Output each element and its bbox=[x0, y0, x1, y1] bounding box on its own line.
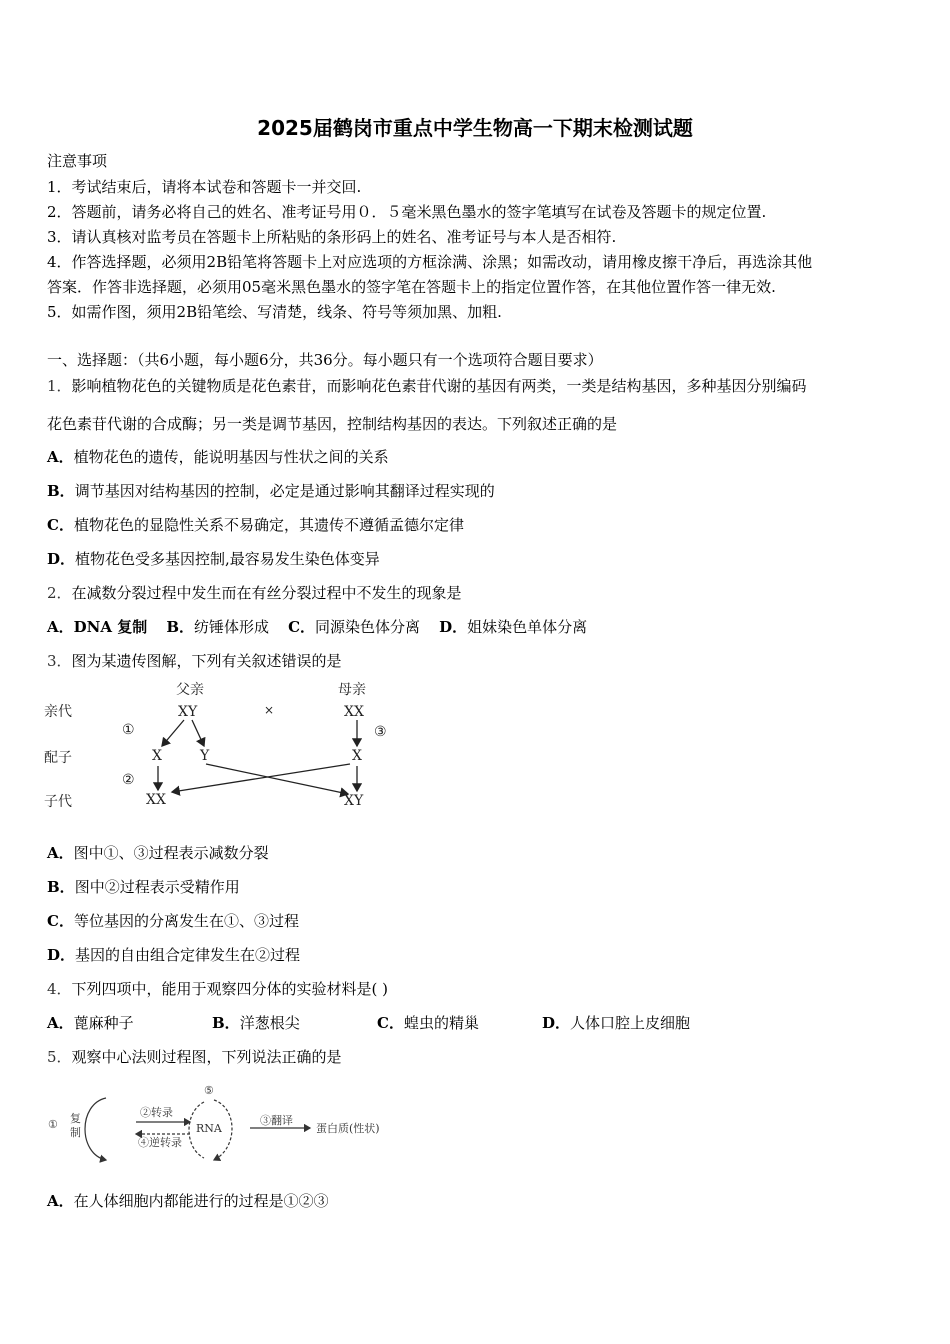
q1-option-b[interactable] bbox=[47, 481, 495, 501]
option-letter: A． bbox=[47, 618, 74, 636]
question-text: 观察中心法则过程图，下列说法正确的是 bbox=[71, 1048, 342, 1066]
question-number: 4． bbox=[47, 980, 72, 998]
replication-char-1: 复 bbox=[70, 1112, 81, 1125]
option-letter: D． bbox=[47, 550, 76, 568]
replication-arc bbox=[85, 1098, 106, 1160]
notice-item: 5．如需作图，须用2B铅笔绘、写清楚，线条、符号等须加黑、加粗. bbox=[47, 303, 502, 321]
father-label: 父亲 bbox=[176, 682, 204, 698]
row-label-offspring: 子代 bbox=[44, 794, 72, 810]
q1-option-a[interactable] bbox=[47, 447, 389, 467]
question-number: 2． bbox=[47, 584, 72, 602]
option-letter: B． bbox=[212, 1014, 240, 1032]
transcription-label: ②转录 bbox=[140, 1106, 173, 1119]
option-text: 植物花色受多基因控制,最容易发生染色体变异 bbox=[75, 550, 380, 568]
cross-symbol: × bbox=[264, 703, 275, 717]
q3-option-b[interactable] bbox=[47, 877, 240, 897]
arrow-y-to-xy bbox=[206, 764, 348, 794]
q3-option-c[interactable] bbox=[47, 911, 299, 931]
option-letter: B． bbox=[47, 482, 75, 500]
option-letter: C． bbox=[288, 618, 316, 636]
option-letter: D． bbox=[542, 1014, 571, 1032]
option-text: 纺锤体形成 bbox=[194, 618, 270, 636]
question-number: 5． bbox=[47, 1048, 72, 1066]
question-3-stem bbox=[47, 651, 342, 671]
question-text: 影响植物花色的关键物质是花色素苷，而影响花色素苷代谢的基因有两类，一类是结构基因，多种基因分别编码 bbox=[71, 377, 807, 395]
q2-option-a[interactable] bbox=[47, 618, 147, 636]
replication-char-2: 制 bbox=[70, 1126, 81, 1139]
q1-option-d[interactable] bbox=[47, 549, 380, 569]
notice-item: 1．考试结束后，请将本试卷和答题卡一并交回. bbox=[47, 178, 362, 196]
question-text: 图为某遗传图解，下列有关叙述错误的是 bbox=[71, 652, 342, 670]
option-letter: A． bbox=[47, 1014, 74, 1032]
q2-option-d[interactable] bbox=[439, 618, 587, 636]
option-text: 等位基因的分离发生在①、③过程 bbox=[73, 912, 299, 930]
option-text: DNA 复制 bbox=[73, 618, 148, 636]
option-letter: D． bbox=[47, 946, 76, 964]
arrow-x-to-xx-cross bbox=[172, 764, 350, 792]
genetics-cross-diagram bbox=[40, 676, 400, 816]
question-number: 3． bbox=[47, 652, 72, 670]
option-text: 洋葱根尖 bbox=[239, 1014, 300, 1032]
question-5-stem bbox=[47, 1047, 342, 1067]
question-number: 1． bbox=[47, 377, 72, 395]
option-letter: A． bbox=[47, 844, 74, 862]
q4-option-c[interactable] bbox=[377, 1013, 479, 1033]
q2-option-c[interactable] bbox=[288, 618, 420, 636]
question-4-stem bbox=[47, 979, 388, 999]
mother-genotype: XX bbox=[344, 704, 364, 720]
q2-option-b[interactable] bbox=[166, 618, 269, 636]
option-letter: C． bbox=[47, 912, 74, 930]
option-letter: A． bbox=[47, 1192, 74, 1210]
row-label-gametes: 配子 bbox=[44, 750, 72, 766]
q3-option-a[interactable] bbox=[47, 843, 269, 863]
q5-option-a[interactable] bbox=[47, 1191, 329, 1211]
arrow-father-to-y bbox=[192, 720, 204, 746]
translation-label: ③翻译 bbox=[260, 1114, 293, 1127]
central-dogma-diagram bbox=[44, 1078, 404, 1168]
q4-option-d[interactable] bbox=[542, 1013, 690, 1033]
option-text: 同源染色体分离 bbox=[315, 618, 421, 636]
option-text: 图中①、③过程表示减数分裂 bbox=[73, 844, 269, 862]
mother-label: 母亲 bbox=[338, 682, 366, 698]
option-text: 植物花色的遗传，能说明基因与性状之间的关系 bbox=[73, 448, 389, 466]
q1-option-c[interactable] bbox=[47, 515, 464, 535]
q4-option-a[interactable] bbox=[47, 1013, 134, 1033]
q3-option-d[interactable] bbox=[47, 945, 300, 965]
option-text: 人体口腔上皮细胞 bbox=[570, 1014, 691, 1032]
father-genotype: XY bbox=[178, 704, 198, 720]
option-letter: B． bbox=[166, 618, 194, 636]
option-text: 植物花色的显隐性关系不易确定，其遗传不遵循孟德尔定律 bbox=[73, 516, 464, 534]
option-letter: A． bbox=[47, 448, 74, 466]
option-text: 调节基因对结构基因的控制，必定是通过影响其翻译过程实现的 bbox=[74, 482, 495, 500]
page-title: 2025届鹤岗市重点中学生物高一下期末检测试题 bbox=[257, 116, 693, 140]
option-letter: D． bbox=[439, 618, 468, 636]
mark-3: ③ bbox=[374, 724, 387, 740]
rna-label: RNA bbox=[196, 1122, 222, 1135]
notice-item: 3．请认真核对监考员在答题卡上所粘贴的条形码上的姓名、准考证号与本人是否相符. bbox=[47, 228, 617, 246]
option-text: 基因的自由组合定律发生在②过程 bbox=[75, 946, 301, 964]
gamete-x-father: X bbox=[152, 748, 162, 764]
question-1-stem bbox=[47, 376, 807, 396]
rna-replication-label: ⑤ bbox=[204, 1084, 214, 1097]
notice-heading: 注意事项 bbox=[47, 152, 108, 170]
option-text: 图中②过程表示受精作用 bbox=[74, 878, 240, 896]
gamete-y: Y bbox=[200, 748, 210, 764]
child-xy: XY bbox=[344, 793, 364, 809]
reverse-transcription-label: ④逆转录 bbox=[138, 1136, 182, 1149]
option-text: 姐妹染色单体分离 bbox=[467, 618, 588, 636]
option-letter: C． bbox=[377, 1014, 404, 1032]
dna-label: ① bbox=[48, 1118, 58, 1131]
row-label-parents: 亲代 bbox=[44, 704, 72, 720]
notice-item: 4．作答选择题，必须用2B铅笔将答题卡上对应选项的方框涂满、涂黑；如需改动，请用橡皮擦干净后，再选涂其他 bbox=[47, 253, 813, 271]
question-1-stem-cont: 花色素苷代谢的合成酶；另一类是调节基因，控制结构基因的表达。下列叙述正确的是 bbox=[47, 415, 618, 433]
question-2-stem bbox=[47, 583, 462, 603]
notice-item: 2．答题前，请务必将自己的姓名、准考证号用０．５毫米黑色墨水的签字笔填写在试卷及答题卡的规定位置. bbox=[47, 203, 767, 221]
notice-item: 答案．作答非选择题，必须用05毫米黑色墨水的签字笔在答题卡上的指定位置作答，在其他位置作答一律无效. bbox=[47, 278, 776, 296]
option-text: 蓖麻种子 bbox=[73, 1014, 134, 1032]
mark-1: ① bbox=[122, 722, 135, 738]
option-text: 在人体细胞内都能进行的过程是①②③ bbox=[73, 1192, 329, 1210]
protein-label: 蛋白质(性状) bbox=[316, 1122, 380, 1135]
mark-2: ② bbox=[122, 772, 135, 788]
option-letter: C． bbox=[47, 516, 74, 534]
q2-options bbox=[47, 617, 587, 637]
q4-option-b[interactable] bbox=[212, 1013, 300, 1033]
section-heading: 一、选择题：（共6小题，每小题6分，共36分。每小题只有一个选项符合题目要求） bbox=[47, 351, 603, 369]
question-text: 下列四项中，能用于观察四分体的实验材料是( ) bbox=[71, 980, 389, 998]
child-xx: XX bbox=[146, 792, 166, 808]
arrow-father-to-x bbox=[162, 720, 184, 746]
question-text: 在减数分裂过程中发生而在有丝分裂过程中不发生的现象是 bbox=[71, 584, 462, 602]
option-letter: B． bbox=[47, 878, 75, 896]
gamete-x-mother: X bbox=[352, 748, 362, 764]
option-text: 蝗虫的精巢 bbox=[403, 1014, 479, 1032]
